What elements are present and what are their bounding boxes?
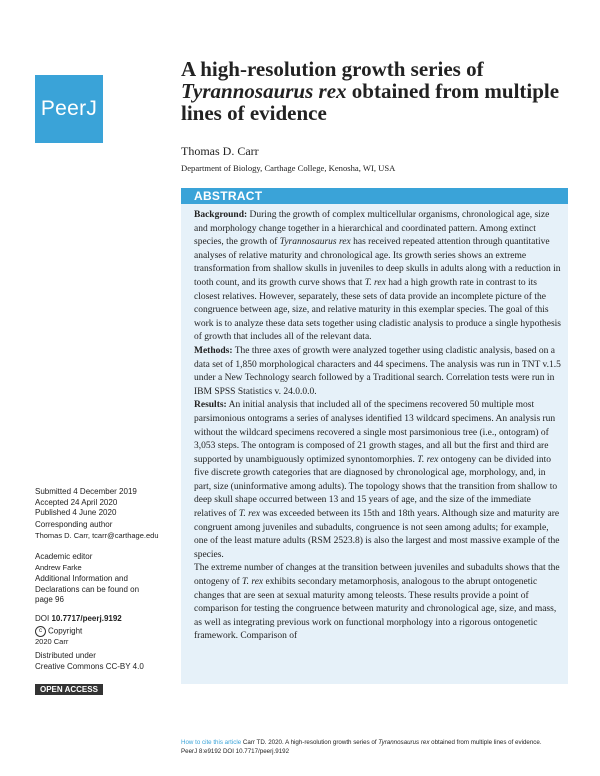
abstract-methods: Methods: The three axes of growth were analyzed together using cladistic analysis, based on a data set of 1,850 morphological characters and 44 specimens. The analysis was run in TNT v.1.5 under a New Technology search followed by a Traditional search. Correlation tests were run in IBM SPSS Statistics v. 24.0.0.0. bbox=[194, 345, 561, 397]
cite-label: How to cite this article bbox=[181, 739, 242, 746]
copyright bbox=[35, 626, 180, 648]
paper-title: A high-resolution growth series of Tyrannosaurus rex obtained from multiple lines of evidence bbox=[181, 57, 560, 125]
open-access-badge: OPEN ACCESS bbox=[35, 684, 103, 695]
published-date: Published 4 June 2020 bbox=[35, 508, 117, 517]
copyright-icon: c bbox=[35, 626, 46, 637]
abstract-paragraph-2: The extreme number of changes at the transition between juveniles and subadults shows that the ontogeny of T. rex exhibits secondary metamorphosis, analogous to the abrupt ontogenetic changes that are seen at sexual maturity among teleosts. These results provide a point of comparison for testing the congruence between maturity and chronological age, size, and mass, as well as integrating previous work on functional morphology into a rigorous ontogenetic framework. Comparison of bbox=[194, 563, 560, 642]
abstract-header bbox=[181, 188, 568, 204]
copyright-label: Copyright bbox=[48, 626, 83, 636]
journal-reference: PeerJ 8:e9192 DOI 10.7717/peerj.9192 bbox=[181, 748, 290, 755]
citation-footer: How to cite this article Carr TD. 2020. A high-resolution growth series of Tyrannosaurus rex obtained from multiple lines of evidence. PeerJ 8:e9192 DOI 10.7717/peerj.9192 bbox=[181, 738, 581, 756]
abstract-body bbox=[194, 209, 561, 644]
author-name: Thomas D. Carr bbox=[181, 144, 259, 158]
corresponding-author-value[interactable]: Thomas D. Carr, tcarr@carthage.edu bbox=[35, 530, 159, 540]
license-link[interactable]: Creative Commons CC-BY 4.0 bbox=[35, 661, 144, 671]
publication-dates bbox=[35, 487, 180, 519]
peerj-logo bbox=[35, 75, 103, 143]
submitted-date: Submitted 4 December 2019 bbox=[35, 487, 137, 496]
abstract-results: Results: An initial analysis that included all of the specimens recovered 50 multiple most parsimonious ontograms a series of analyses identified 13 wildcard specimens. An analysis run without the wildcard specimens recovered a single most parsimonious tree (i.e., ontogram) of 3,053 steps. The ontogram is composed of 21 growth stages, and all but the first and third are supported by unambiguously optimized synontomorphies. T. rex ontogeny can be divided into five discrete growth categories that are diagnosed by chronological age, morphology, and, in part, size (uninformative among adults). The topology shows that the transition from shallow to deep skull shape occurred between 13 and 15 years of age, and the size of the immediate relatives of T. rex was exceeded between its 15th and 18th years. Although size and maturity are congruent among juveniles and subadults, congruence is not seen among adults; for example, one of the least mature adults (RSM 2523.8) is also the largest and most massive example of the species. bbox=[194, 400, 560, 560]
license: Distributed under Creative Commons CC-BY 4.0 bbox=[35, 651, 180, 672]
additional-information-link[interactable]: Additional Information and Declarations can be found on page 96 bbox=[35, 574, 140, 604]
logo-text: PeerJ bbox=[40, 97, 98, 120]
copyright-value: 2020 Carr bbox=[35, 637, 69, 647]
corresponding-author-label: Corresponding author bbox=[35, 520, 113, 529]
corresponding-author bbox=[35, 520, 180, 541]
academic-editor bbox=[35, 552, 180, 573]
accepted-date: Accepted 24 April 2020 bbox=[35, 497, 118, 507]
author-affiliation: Department of Biology, Carthage College, Kenosha, WI, USA bbox=[181, 163, 396, 173]
academic-editor-label: Academic editor bbox=[35, 552, 93, 561]
title-species: Tyrannosaurus rex bbox=[181, 79, 347, 103]
abstract-background: Background: During the growth of complex multicellular organisms, chronological age, size and morphology change together in a hierarchical and coordinated pattern. Among extinct species, the growth of Tyrannosaurus rex has received repeated attention through quantitative analyses of relative maturity and chronological age. Its growth series shows an extreme transformation from shallow skulls in juveniles to deep skulls in adults along with a reduction in tooth count, and its growth curve shows that T. rex had a high growth rate in contrast to its closest relatives. However, separately, these sets of data provide an incomplete picture of the congruence between age, size, and relative maturity in this exemplar species. The goal of this work is to analyze these data sets together using cladistic analysis to produce a single hypothesis of growth that includes all of the relevant data. bbox=[194, 210, 561, 343]
doi-label: DOI bbox=[35, 614, 52, 623]
doi-link[interactable]: 10.7717/peerj.9192 bbox=[51, 614, 122, 623]
doi bbox=[35, 614, 180, 625]
academic-editor-value: Andrew Farke bbox=[35, 562, 82, 572]
abstract-heading: ABSTRACT bbox=[194, 189, 263, 203]
